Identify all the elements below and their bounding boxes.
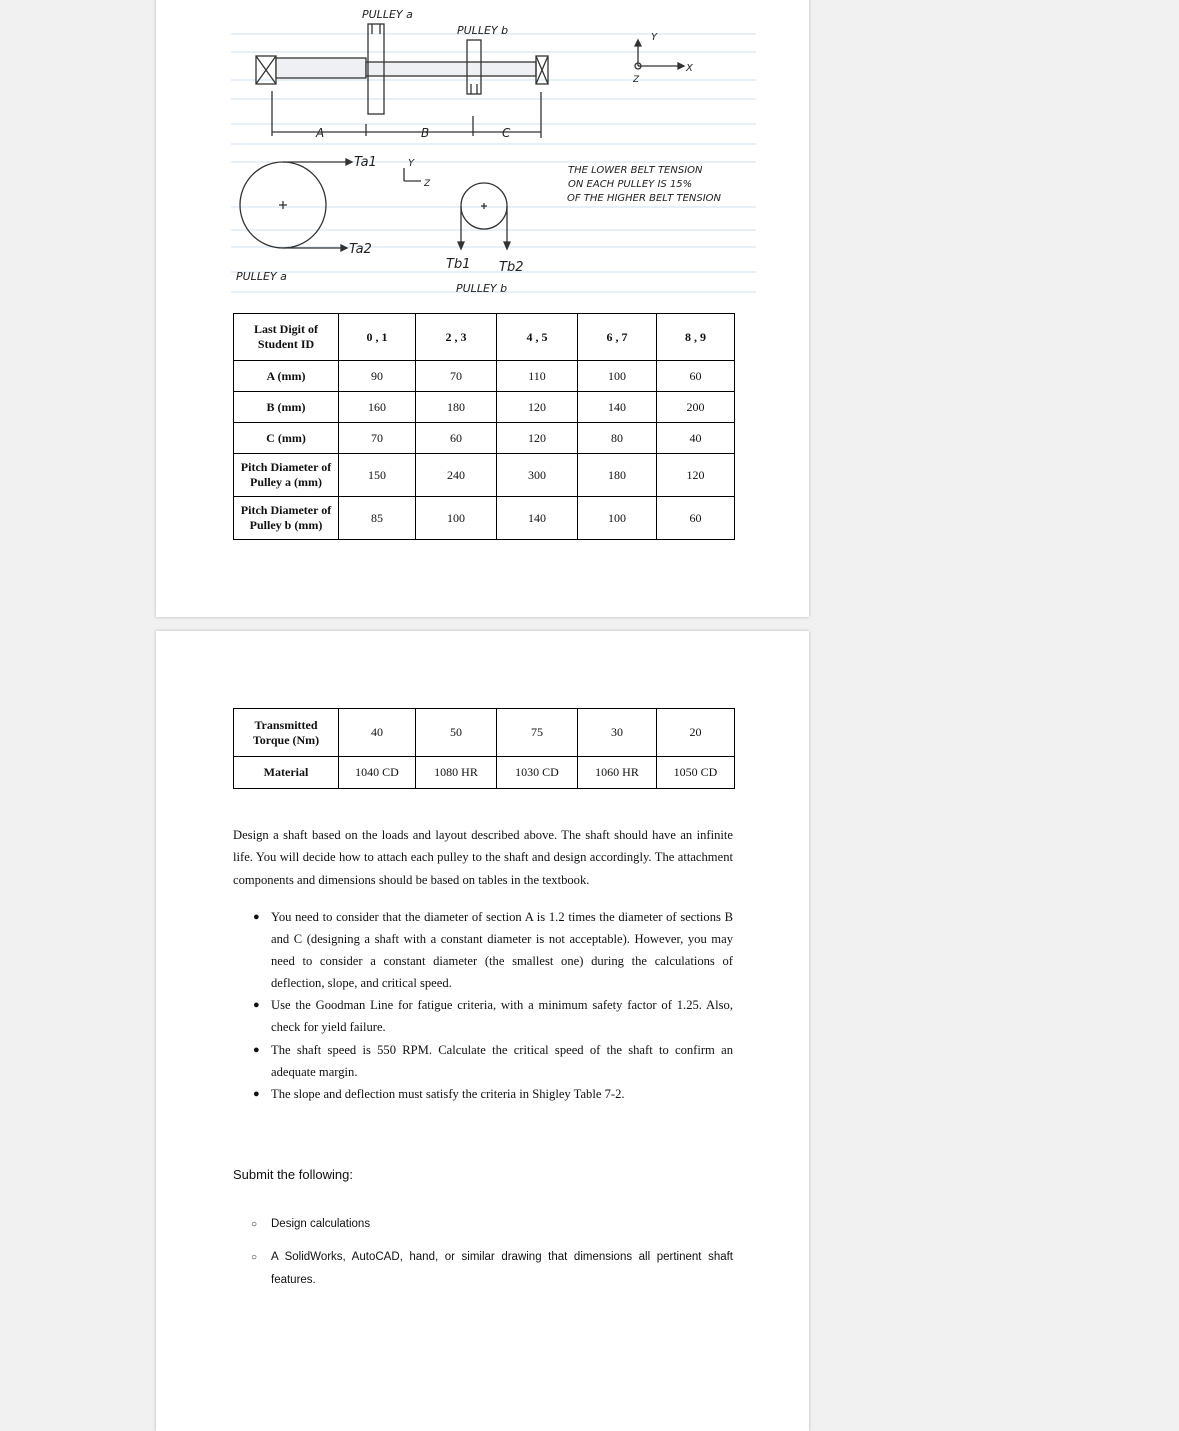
label-pulley-a-bottom: PULLEY a [236,270,287,283]
list-item: ○ Design calculations [251,1218,371,1230]
label-pulley-a-top: PULLEY a [362,8,413,21]
table-cell: 4 , 5 [497,314,578,361]
table-cell: 60 [657,497,735,540]
tension-note-line-2: ON EACH PULLEY IS 15% [568,179,693,190]
list-item: ● Use the Goodman Line for fatigue criteria, with a minimum safety factor of 1.25. Also, check for yield failure. [253,998,733,1035]
table-cell: 160 [339,392,416,423]
table-cell: 120 [657,454,735,497]
table-cell: 6 , 7 [578,314,657,361]
table-cell: 120 [497,423,578,454]
document-page-2 [156,631,809,1431]
table-row [234,497,735,540]
table-cell: 240 [416,454,497,497]
tension-note-line-3: OF THE HIGHER BELT TENSION [567,193,722,204]
table-row [234,314,735,361]
table-row [234,392,735,423]
label-ta1: Ta1 [354,155,377,170]
table-cell: 100 [578,497,657,540]
table-cell: 60 [416,423,497,454]
list-item: ● The slope and deflection must satisfy the criteria in Shigley Table 7-2. [253,1086,625,1101]
table-cell: Pitch Diameter of Pulley a (mm) [234,454,339,497]
table-cell: Pitch Diameter of Pulley b (mm) [234,497,339,540]
table-cell: 60 [657,361,735,392]
table-cell: 30 [578,709,657,757]
submit-list [233,1213,733,1292]
table-cell: 8 , 9 [657,314,735,361]
table-cell: 140 [497,497,578,540]
table-cell: 100 [416,497,497,540]
table-cell: Transmitted Torque (Nm) [234,709,339,757]
label-dim-c: C [502,126,511,140]
label-axis-y-top: Y [651,32,658,43]
table-row [234,757,735,789]
table-cell: 1080 HR [416,757,497,789]
table-cell: 0 , 1 [339,314,416,361]
table-cell: 180 [416,392,497,423]
design-intro-paragraph: Design a shaft based on the loads and layout described above. The shaft should have an infinite life. You will decide how to attach each pulley to the shaft and design accordingly. The attachment components and dimensions should be based on tables in the textbook. [233,828,733,887]
table-row [234,361,735,392]
table-cell: 75 [497,709,578,757]
label-axis-y-mid: Y [408,158,415,169]
list-item-text: The slope and deflection must satisfy the criteria in Shigley Table 7-2. [271,1086,625,1101]
parameters-table [233,313,735,540]
list-item-text: Design calculations [271,1218,371,1230]
label-axis-z-top: Z [633,75,640,85]
table-row [234,709,735,757]
table-cell: 180 [578,454,657,497]
table-cell: 85 [339,497,416,540]
shaft-layout-figure [156,0,809,306]
list-item-text: You need to consider that the diameter of section A is 1.2 times the diameter of sections B and C (designing a shaft with a constant diameter is not acceptable). However, you may need to consider a constant diameter (the smallest one) during the calculations of deflection, slope, and critical speed. [271,910,733,991]
label-tb1: Tb1 [446,257,471,272]
tension-note-line-1: THE LOWER BELT TENSION [568,165,703,176]
label-axis-x-top: X [686,63,693,74]
table-cell: 1040 CD [339,757,416,789]
list-item-text: A SolidWorks, AutoCAD, hand, or similar drawing that dimensions all pertinent shaft features. [271,1251,733,1286]
table-cell: 90 [339,361,416,392]
table-cell: 150 [339,454,416,497]
table-cell: 70 [416,361,497,392]
table-cell: 40 [339,709,416,757]
torque-material-table [233,708,735,789]
table-cell: 20 [657,709,735,757]
label-axis-z-mid: Z [424,179,431,189]
table-cell: Last Digit of Student ID [234,314,339,361]
table-cell: B (mm) [234,392,339,423]
table-cell: 120 [497,392,578,423]
list-item: ○ A SolidWorks, AutoCAD, hand, or similar drawing that dimensions all pertinent shaft features. [251,1251,733,1286]
table-cell: 1060 HR [578,757,657,789]
table-cell: 70 [339,423,416,454]
label-dim-b: B [421,126,430,140]
table-cell: Material [234,757,339,789]
label-ta2: Ta2 [349,242,372,257]
table-cell: 100 [578,361,657,392]
table-cell: 2 , 3 [416,314,497,361]
table-cell: 140 [578,392,657,423]
table-cell: 50 [416,709,497,757]
table-cell: 40 [657,423,735,454]
label-tb2: Tb2 [499,260,524,275]
table-cell: A (mm) [234,361,339,392]
label-dim-a: A [316,126,325,140]
table-cell: 200 [657,392,735,423]
table-cell: 110 [497,361,578,392]
document-page-1 [156,0,809,617]
table-cell: 1030 CD [497,757,578,789]
requirements-list [233,906,733,1105]
list-item-text: Use the Goodman Line for fatigue criteria, with a minimum safety factor of 1.25. Also, check for yield failure. [271,998,733,1035]
list-item: ● The shaft speed is 550 RPM. Calculate the critical speed of the shaft to confirm an adequate margin. [253,1042,733,1079]
list-item: ● You need to consider that the diameter of section A is 1.2 times the diameter of sections B and C (designing a shaft with a constant diameter is not acceptable). However, you may need to consider a constant diameter (the smallest one) during the calculations of deflection, slope, and critical speed. [253,910,733,991]
table-cell: C (mm) [234,423,339,454]
list-item-text: The shaft speed is 550 RPM. Calculate the critical speed of the shaft to confirm an adequate margin. [271,1042,733,1079]
table-row [234,423,735,454]
label-pulley-b-bottom: PULLEY b [456,282,508,295]
table-cell: 80 [578,423,657,454]
table-row [234,454,735,497]
submit-heading: Submit the following: [233,1167,353,1182]
table-cell: 1050 CD [657,757,735,789]
label-pulley-b-top: PULLEY b [457,24,509,37]
table-cell: 300 [497,454,578,497]
